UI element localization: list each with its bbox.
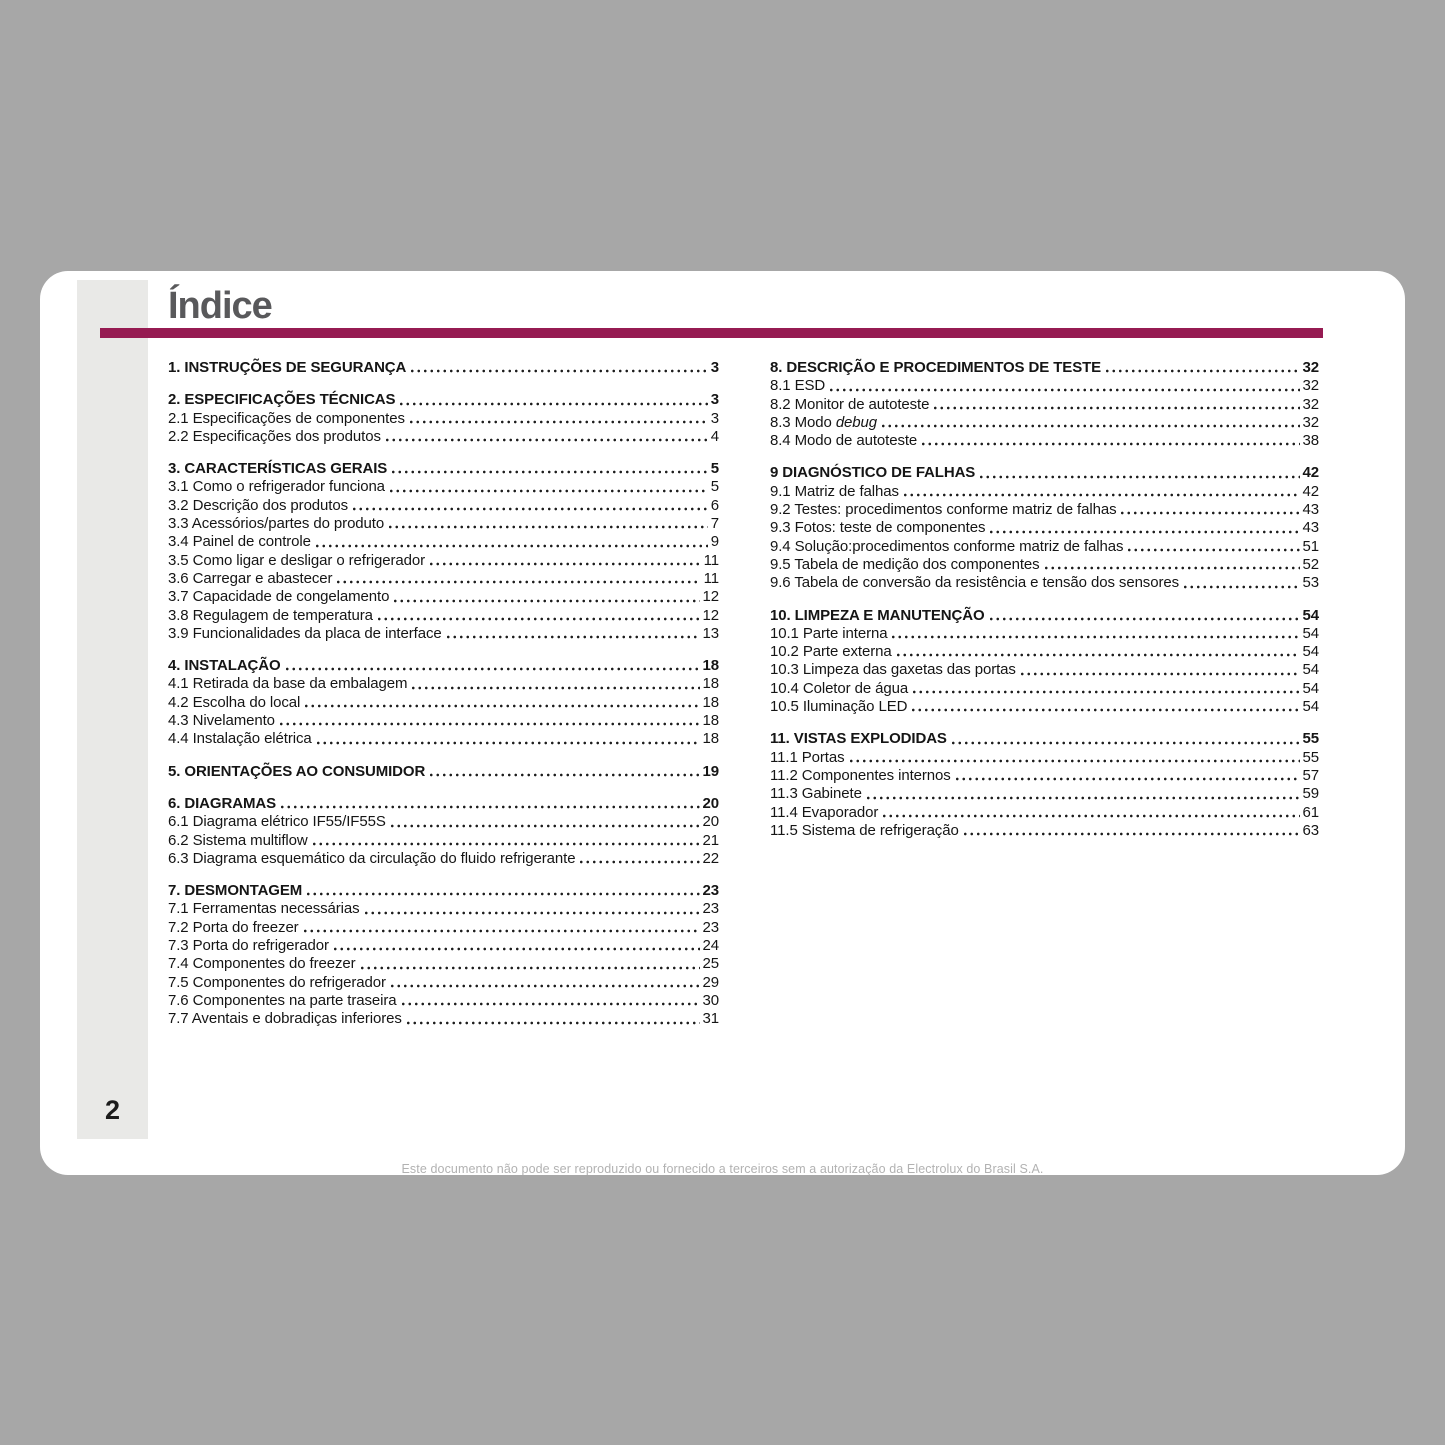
dot-leader — [910, 707, 1299, 713]
toc-entry-page: 54 — [1302, 679, 1319, 697]
toc-section-header — [168, 391, 719, 409]
toc-entry-page: 9 — [710, 533, 719, 551]
toc-entry-label: 11.5 Sistema de refrigeração — [770, 821, 959, 839]
toc-entry-label: 10.1 Parte interna — [770, 624, 888, 642]
toc-entry-label: 10.5 Iluminação LED — [770, 698, 908, 716]
toc-entry — [168, 533, 719, 551]
toc-entry-label: 7.2 Porta do freezer — [168, 918, 299, 936]
toc-entry-page: 30 — [702, 991, 719, 1009]
toc-entry-label: 7.4 Componentes do freezer — [168, 955, 356, 973]
toc-entry-label: 7.5 Componentes do refrigerador — [168, 973, 386, 991]
toc-entry-label: 11.1 Portas — [770, 748, 845, 766]
toc-entry — [168, 428, 719, 446]
toc-entry-page: 55 — [1302, 748, 1319, 766]
toc-entry-label: 3.8 Regulagem de temperatura — [168, 606, 373, 624]
toc-entry — [168, 992, 719, 1010]
footer-note: Este documento não pode ser reproduzido ou fornecido a terceiros sem a autorização da Electrolux do Brasil S.A. — [401, 1162, 1044, 1175]
toc-entry — [770, 556, 1319, 574]
dot-leader — [881, 813, 1299, 819]
toc-entry-page: 32 — [1302, 377, 1319, 395]
toc-entry — [770, 625, 1319, 643]
dot-leader — [428, 772, 699, 778]
toc-group — [770, 607, 1319, 717]
toc-entry — [168, 497, 719, 515]
toc-entry — [770, 538, 1319, 556]
toc-entry-page: 5 — [710, 460, 719, 478]
toc-entry-page: 54 — [1302, 661, 1319, 679]
toc-entry-page: 43 — [1302, 519, 1319, 537]
dot-leader — [376, 616, 700, 622]
toc-entry-page: 18 — [702, 675, 719, 693]
toc-entry-label: 8.1 ESD — [770, 377, 826, 395]
toc-entry — [168, 588, 719, 606]
dot-leader — [359, 965, 700, 971]
toc-group — [168, 359, 719, 377]
dot-leader — [279, 804, 700, 810]
toc-entry-page: 18 — [702, 657, 719, 675]
toc-entry-label: 4. INSTALAÇÃO — [168, 657, 281, 675]
dot-leader — [1182, 584, 1300, 590]
dot-leader — [954, 776, 1300, 782]
side-strip — [77, 280, 148, 1139]
toc-entry-page: 23 — [702, 900, 719, 918]
toc-entry-page: 18 — [702, 712, 719, 730]
toc-section-header — [770, 607, 1319, 625]
toc-entry-page: 11 — [703, 569, 719, 587]
dot-leader — [408, 419, 708, 425]
dot-leader — [828, 387, 1299, 393]
dot-leader — [920, 441, 1299, 447]
toc-entry-label: 11.4 Evaporador — [770, 803, 879, 821]
toc-entry-page: 20 — [702, 813, 719, 831]
dot-leader — [388, 488, 708, 494]
toc-entry-label: 8.2 Monitor de autoteste — [770, 395, 930, 413]
toc-entry-page: 61 — [1302, 803, 1319, 821]
toc-entry-page: 29 — [702, 973, 719, 991]
dot-leader — [387, 524, 708, 530]
toc-entry-label: 9 DIAGNÓSTICO DE FALHAS — [770, 464, 976, 482]
toc-entry-page: 59 — [1302, 785, 1319, 803]
toc-entry-label: 6.2 Sistema multiflow — [168, 831, 308, 849]
dot-leader — [1126, 547, 1299, 553]
toc-entry — [770, 501, 1319, 519]
toc-entry-label: 4.3 Nivelamento — [168, 712, 275, 730]
toc-entry-label: 4.2 Escolha do local — [168, 693, 301, 711]
toc-entry-page: 11 — [703, 551, 719, 569]
toc-entry-page: 4 — [710, 427, 719, 445]
dot-leader — [1104, 368, 1299, 374]
toc-entry-page: 38 — [1302, 432, 1319, 450]
document-page — [40, 271, 1405, 1175]
toc-group — [168, 763, 719, 781]
toc-section-header — [168, 359, 719, 377]
toc-entry-label: 2.1 Especificações de componentes — [168, 409, 405, 427]
toc-entry-label: 9.2 Testes: procedimentos conforme matriz de falhas — [770, 501, 1117, 519]
toc-entry — [770, 661, 1319, 679]
toc-entry-label: 7. DESMONTAGEM — [168, 882, 303, 900]
toc-entry-label: 9.4 Solução:procedimentos conforme matriz de falhas — [770, 537, 1124, 555]
dot-leader — [950, 740, 1300, 746]
dot-leader — [400, 1001, 700, 1007]
toc-entry-label: 10.2 Parte externa — [770, 643, 892, 661]
toc-entry-label: 7.1 Ferramentas necessárias — [168, 900, 360, 918]
toc-entry-label: 9.6 Tabela de conversão da resistência e tensão dos sensores — [770, 574, 1179, 592]
dot-leader — [410, 685, 699, 691]
dot-leader — [962, 831, 1300, 837]
toc-entry-label: 10.4 Coletor de água — [770, 679, 909, 697]
toc-entry — [770, 483, 1319, 501]
toc-entry — [168, 552, 719, 570]
title-rule — [100, 328, 1323, 338]
dot-leader — [880, 423, 1299, 429]
toc-section-header — [168, 795, 719, 813]
toc-entry-page: 53 — [1302, 574, 1319, 592]
toc-column-left — [168, 359, 719, 1029]
toc-entry-page: 3 — [710, 391, 719, 409]
toc-section-header — [168, 657, 719, 675]
toc-entry-page: 55 — [1302, 730, 1319, 748]
dot-leader — [315, 740, 700, 746]
toc-entry — [168, 478, 719, 496]
toc-entry — [168, 1010, 719, 1028]
toc-group — [168, 391, 719, 446]
dot-leader — [848, 758, 1300, 764]
toc-section-header — [770, 464, 1319, 482]
toc-entry — [168, 625, 719, 643]
toc-group — [168, 460, 719, 643]
dot-leader — [865, 795, 1300, 801]
toc-entry-page: 13 — [702, 624, 719, 642]
toc-entry-page: 31 — [702, 1010, 719, 1028]
toc-entry-label: 11.2 Componentes internos — [770, 766, 951, 784]
dot-leader — [1119, 510, 1299, 516]
toc-entry-page: 21 — [702, 831, 719, 849]
toc-section-header — [770, 730, 1319, 748]
dot-leader — [302, 928, 700, 934]
toc-entry — [168, 607, 719, 625]
toc-entry — [770, 698, 1319, 716]
toc-entry-label: 4.1 Retirada da base da embalagem — [168, 675, 408, 693]
toc-entry — [168, 712, 719, 730]
toc-entry — [168, 515, 719, 533]
toc-entry-page: 3 — [710, 359, 719, 376]
toc-entry-label: 11.3 Gabinete — [770, 785, 862, 803]
dot-leader — [351, 506, 708, 512]
toc-entry-label: 3.1 Como o refrigerador funciona — [168, 478, 385, 496]
toc-entry-page: 42 — [1302, 482, 1319, 500]
toc-entry — [770, 396, 1319, 414]
toc-entry-page: 25 — [702, 955, 719, 973]
dot-leader — [902, 492, 1300, 498]
toc-entry-label: 10.3 Limpeza das gaxetas das portas — [770, 661, 1016, 679]
toc-entry — [770, 643, 1319, 661]
toc-entry-label: 11. VISTAS EXPLODIDAS — [770, 730, 947, 748]
toc-entry-label: 8.4 Modo de autoteste — [770, 432, 918, 450]
toc-entry-label: 7.6 Componentes na parte traseira — [168, 991, 397, 1009]
toc-group — [168, 882, 719, 1028]
toc-entry-label: 3.5 Como ligar e desligar o refrigerador — [168, 551, 425, 569]
toc-section-header — [168, 460, 719, 478]
toc-entry-label: 6.3 Diagrama esquemático da circulação do fluido refrigerante — [168, 849, 576, 867]
dot-leader — [335, 579, 700, 585]
dot-leader — [1043, 565, 1300, 571]
toc-entry — [770, 804, 1319, 822]
toc-entry-page: 54 — [1302, 606, 1319, 624]
dot-leader — [314, 543, 708, 549]
toc-entry-page: 7 — [710, 515, 719, 533]
toc-entry-label: 3.2 Descrição dos produtos — [168, 496, 349, 514]
toc-entry-page: 19 — [702, 762, 719, 780]
toc-entry-page: 20 — [702, 794, 719, 812]
toc-entry — [168, 410, 719, 428]
toc-entry-page: 23 — [702, 882, 719, 900]
toc-entry-label: 2. ESPECIFICAÇÕES TÉCNICAS — [168, 391, 396, 409]
toc-entry-page: 42 — [1302, 464, 1319, 482]
toc-entry-page: 32 — [1302, 413, 1319, 431]
dot-leader — [911, 689, 1299, 695]
toc-entry-page: 6 — [710, 496, 719, 514]
toc-entry-label: 8.3 Modo debug — [770, 413, 878, 431]
dot-leader — [578, 859, 699, 865]
toc-entry — [168, 900, 719, 918]
toc-entry — [168, 730, 719, 748]
toc-entry-page: 52 — [1302, 555, 1319, 573]
dot-leader — [409, 368, 707, 374]
dot-leader — [284, 666, 700, 672]
toc-entry — [770, 680, 1319, 698]
toc-entry-page: 51 — [1302, 537, 1319, 555]
toc-entry-page: 24 — [702, 937, 719, 955]
toc-entry-label: 9.5 Tabela de medição dos componentes — [770, 555, 1040, 573]
toc-entry-page: 12 — [702, 588, 719, 606]
toc-entry — [770, 377, 1319, 395]
toc-entry-label: 9.3 Fotos: teste de componentes — [770, 519, 986, 537]
dot-leader — [398, 401, 707, 407]
toc-entry — [770, 414, 1319, 432]
dot-leader — [363, 910, 700, 916]
toc-entry — [770, 785, 1319, 803]
toc-entry-label: 3.4 Painel de controle — [168, 533, 311, 551]
toc-group — [168, 795, 719, 868]
toc-entry-label: 3.6 Carregar e abastecer — [168, 569, 333, 587]
page-title: Índice — [168, 285, 272, 327]
dot-leader — [278, 721, 700, 727]
toc-entry — [770, 574, 1319, 592]
toc-entry-page: 54 — [1302, 698, 1319, 716]
toc-entry — [168, 675, 719, 693]
toc-entry — [168, 955, 719, 973]
toc-entry-label: 7.3 Porta do refrigerador — [168, 937, 329, 955]
dot-leader — [405, 1020, 700, 1026]
toc-group — [770, 730, 1319, 840]
dot-leader — [389, 983, 700, 989]
toc-section-header — [168, 763, 719, 781]
toc-entry-label: 3.7 Capacidade de congelamento — [168, 588, 390, 606]
toc-entry-page: 3 — [710, 409, 719, 427]
toc-entry — [168, 832, 719, 850]
dot-leader — [392, 598, 699, 604]
toc-entry-page: 32 — [1302, 359, 1319, 376]
toc-entry-label: 10. LIMPEZA E MANUTENÇÃO — [770, 606, 985, 624]
page-number: 2 — [104, 1095, 121, 1125]
dot-leader — [932, 405, 1299, 411]
toc-entry-label: 4.4 Instalação elétrica — [168, 730, 312, 748]
toc-entry-page: 32 — [1302, 395, 1319, 413]
toc-entry-page: 18 — [702, 730, 719, 748]
dot-leader — [895, 652, 1300, 658]
toc-entry-label: 6. DIAGRAMAS — [168, 794, 276, 812]
toc-entry-page: 12 — [702, 606, 719, 624]
toc-entry-label: 5. ORIENTAÇÕES AO CONSUMIDOR — [168, 762, 426, 780]
dot-leader — [390, 469, 708, 475]
toc-entry-page: 54 — [1302, 643, 1319, 661]
toc-entry-label: 7.7 Aventais e dobradiças inferiores — [168, 1010, 402, 1028]
toc-entry-page: 22 — [702, 849, 719, 867]
dot-leader — [305, 891, 699, 897]
toc-section-header — [770, 359, 1319, 377]
toc-group — [770, 464, 1319, 592]
toc-entry-page: 63 — [1302, 821, 1319, 839]
toc-entry — [168, 694, 719, 712]
dot-leader — [384, 437, 708, 443]
toc-section-header — [168, 882, 719, 900]
toc-entry — [168, 937, 719, 955]
dot-leader — [303, 703, 699, 709]
dot-leader — [445, 634, 700, 640]
toc-entry-label: 9.1 Matriz de falhas — [770, 482, 899, 500]
toc-entry — [168, 919, 719, 937]
toc-entry — [770, 432, 1319, 450]
toc-entry-label: 1. INSTRUÇÕES DE SEGURANÇA — [168, 359, 407, 376]
toc-entry-page: 5 — [710, 478, 719, 496]
toc-entry-page: 18 — [702, 693, 719, 711]
toc-entry-page: 43 — [1302, 501, 1319, 519]
toc-entry — [168, 813, 719, 831]
dot-leader — [311, 841, 700, 847]
toc-entry-label: 3.9 Funcionalidades da placa de interface — [168, 624, 442, 642]
toc-entry — [168, 850, 719, 868]
dot-leader — [890, 634, 1299, 640]
toc-entry-label: 2.2 Especificações dos produtos — [168, 427, 381, 445]
toc-entry — [770, 767, 1319, 785]
dot-leader — [332, 946, 700, 952]
toc-entry-page: 57 — [1302, 766, 1319, 784]
toc-group — [770, 359, 1319, 450]
toc-entry-label: 3. CARACTERÍSTICAS GERAIS — [168, 460, 388, 478]
toc-entry — [770, 749, 1319, 767]
dot-leader — [1019, 671, 1300, 677]
toc-entry-page: 23 — [702, 918, 719, 936]
toc-entry — [168, 974, 719, 992]
toc-entry-label: 8. DESCRIÇÃO E PROCEDIMENTOS DE TESTE — [770, 359, 1102, 376]
toc-entry — [168, 570, 719, 588]
toc-entry — [770, 822, 1319, 840]
toc-group — [168, 657, 719, 748]
toc-entry-label: 3.3 Acessórios/partes do produto — [168, 515, 385, 533]
toc-column-right — [770, 359, 1319, 840]
dot-leader — [978, 474, 1299, 480]
dot-leader — [988, 616, 1300, 622]
dot-leader — [988, 529, 1299, 535]
toc-entry-label: 6.1 Diagrama elétrico IF55/IF55S — [168, 813, 386, 831]
dot-leader — [389, 823, 700, 829]
toc-entry — [770, 519, 1319, 537]
toc-entry-page: 54 — [1302, 624, 1319, 642]
dot-leader — [428, 561, 701, 567]
